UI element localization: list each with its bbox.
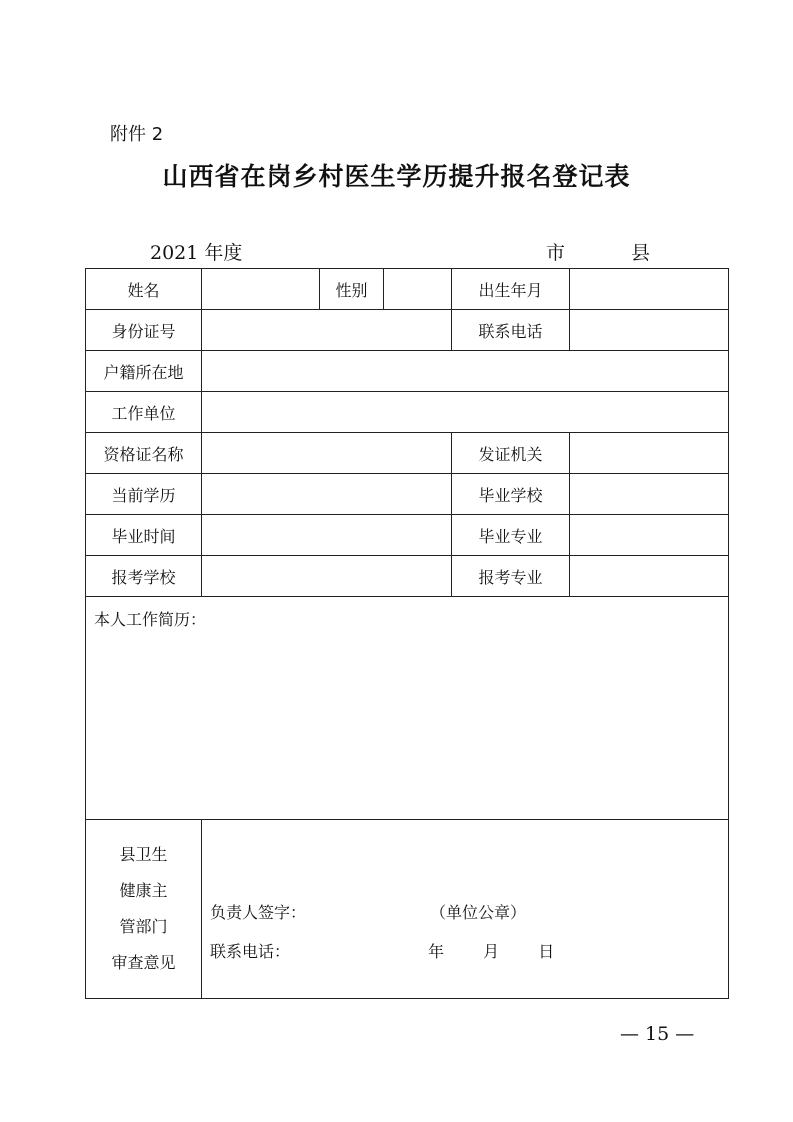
registration-form bbox=[85, 268, 729, 999]
apply-major-field[interactable] bbox=[570, 556, 729, 597]
form-row bbox=[86, 351, 729, 392]
name-label: 姓名 bbox=[86, 269, 202, 310]
birth-field[interactable] bbox=[570, 269, 729, 310]
page-number: — 15 — bbox=[620, 1023, 695, 1045]
review-date bbox=[428, 939, 554, 962]
grad-time-label: 毕业时间 bbox=[86, 515, 202, 556]
current-edu-label: 当前学历 bbox=[86, 474, 202, 515]
cert-issuer-field[interactable] bbox=[570, 433, 729, 474]
review-label-line: 审查意见 bbox=[111, 953, 176, 972]
form-row bbox=[86, 269, 729, 310]
grad-school-field[interactable] bbox=[570, 474, 729, 515]
phone-label: 联系电话 bbox=[452, 310, 570, 351]
work-unit-field[interactable] bbox=[202, 392, 729, 433]
form-row bbox=[86, 597, 729, 820]
form-row bbox=[86, 820, 729, 999]
form-row bbox=[86, 310, 729, 351]
date-year-label: 年 bbox=[428, 942, 445, 961]
work-unit-label: 工作单位 bbox=[86, 392, 202, 433]
resume-label: 本人工作简历： bbox=[94, 610, 207, 629]
grad-school-label: 毕业学校 bbox=[452, 474, 570, 515]
year-label: 2021 年度 bbox=[150, 242, 243, 264]
form-row bbox=[86, 515, 729, 556]
grad-major-label: 毕业专业 bbox=[452, 515, 570, 556]
city-label: 市 bbox=[546, 242, 566, 264]
page-title: 山西省在岗乡村医生学历提升报名登记表 bbox=[162, 162, 631, 191]
apply-school-field[interactable] bbox=[202, 556, 452, 597]
review-label-line: 健康主 bbox=[119, 881, 168, 900]
date-month-label: 月 bbox=[483, 942, 500, 961]
county-label: 县 bbox=[631, 242, 651, 264]
gender-label: 性别 bbox=[320, 269, 384, 310]
phone-field[interactable] bbox=[570, 310, 729, 351]
date-day-label: 日 bbox=[538, 942, 555, 961]
attachment-label: 附件 2 bbox=[110, 124, 164, 145]
current-edu-field[interactable] bbox=[202, 474, 452, 515]
name-field[interactable] bbox=[202, 269, 320, 310]
seal-label: （单位公章） bbox=[430, 903, 527, 922]
cert-issuer-label: 发证机关 bbox=[452, 433, 570, 474]
contact-label: 联系电话： bbox=[210, 942, 291, 961]
form-row bbox=[86, 433, 729, 474]
grad-time-field[interactable] bbox=[202, 515, 452, 556]
apply-major-label: 报考专业 bbox=[452, 556, 570, 597]
id-number-field[interactable] bbox=[202, 310, 452, 351]
cert-name-label: 资格证名称 bbox=[86, 433, 202, 474]
grad-major-field[interactable] bbox=[570, 515, 729, 556]
review-field[interactable] bbox=[202, 820, 729, 999]
form-row bbox=[86, 392, 729, 433]
household-label: 户籍所在地 bbox=[86, 351, 202, 392]
apply-school-label: 报考学校 bbox=[86, 556, 202, 597]
review-label-line: 县卫生 bbox=[119, 845, 168, 864]
signer-label: 负责人签字： bbox=[210, 903, 307, 922]
form-row bbox=[86, 556, 729, 597]
cert-name-field[interactable] bbox=[202, 433, 452, 474]
form-row bbox=[86, 474, 729, 515]
id-number-label: 身份证号 bbox=[86, 310, 202, 351]
resume-field[interactable] bbox=[86, 597, 729, 820]
birth-label: 出生年月 bbox=[452, 269, 570, 310]
gender-field[interactable] bbox=[384, 269, 452, 310]
review-label bbox=[86, 820, 202, 999]
household-field[interactable] bbox=[202, 351, 729, 392]
review-label-line: 管部门 bbox=[119, 917, 168, 936]
